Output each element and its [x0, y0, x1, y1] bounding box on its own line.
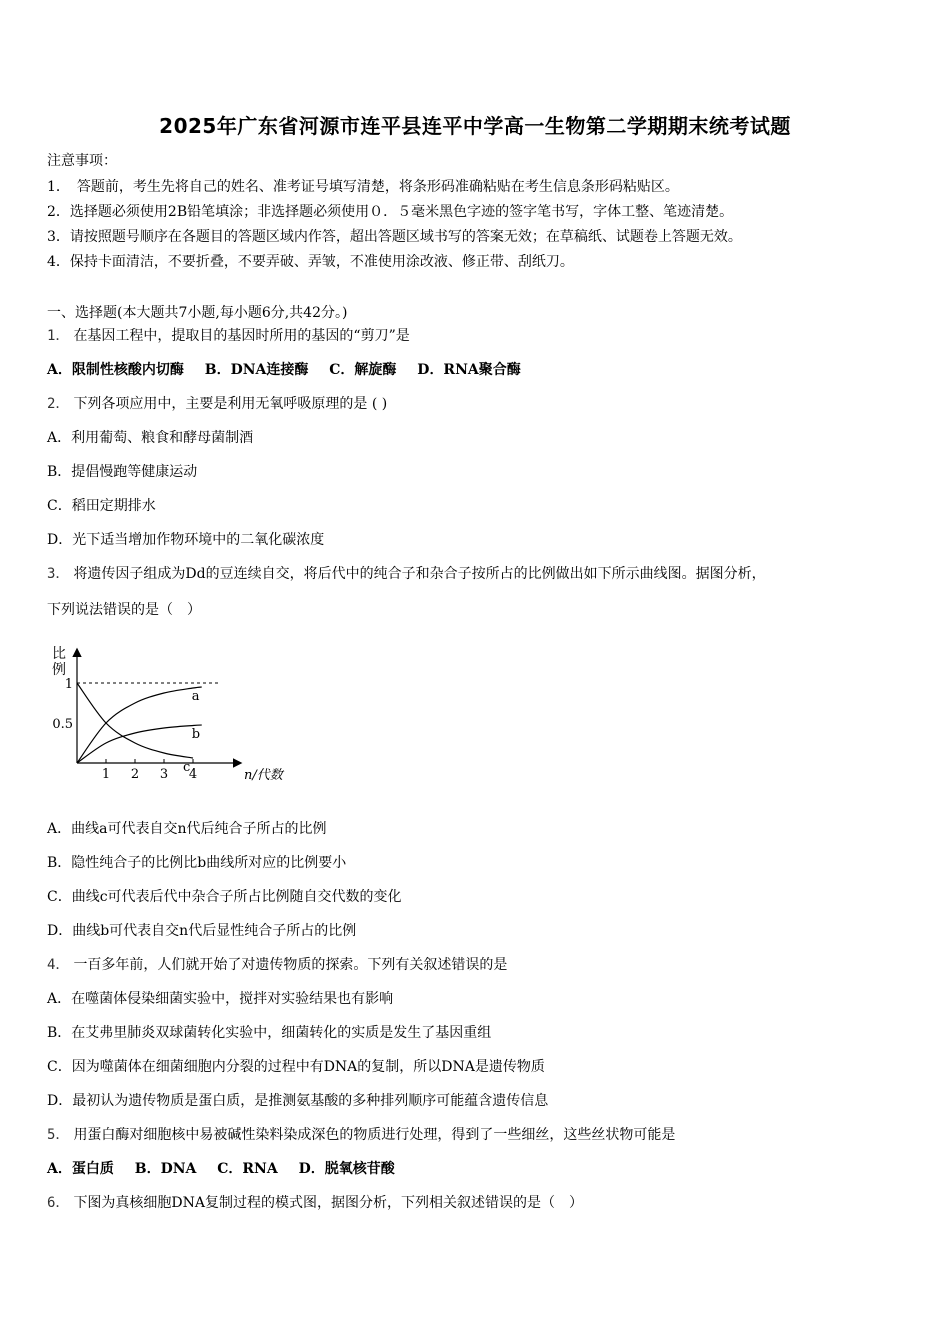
question-text: 将遗传因子组成为Dd的豆连续自交，将后代中的纯合子和杂合子按所占的比例做出如下所示曲线图。据图分析，: [73, 566, 766, 582]
question-number: 6．: [47, 1195, 70, 1211]
section-heading: 一、选择题(本大题共7小题,每小题6分,共42分。): [47, 305, 348, 321]
notice-item-1: 1． 答题前，考生先将自己的姓名、准考证号填写清楚，将条形码准确粘贴在考生信息条形码粘贴区。: [47, 179, 679, 195]
question-3-option-b[interactable]: B．隐性纯合子的比例比b曲线所对应的比例要小: [47, 855, 347, 871]
option-d[interactable]: D．RNA聚合酶: [417, 362, 521, 378]
question-text: 用蛋白酶对细胞核中易被碱性染料染成深色的物质进行处理，得到了一些细丝，这些丝状物可能是: [73, 1127, 676, 1143]
series-line-a: [77, 687, 202, 763]
series-line-c: [77, 683, 193, 758]
question-2-option-d[interactable]: D．光下适当增加作物环境中的二氧化碳浓度: [47, 532, 325, 548]
question-number: 3．: [47, 566, 70, 582]
question-5-stem: [47, 1125, 675, 1145]
question-3-stem-line-2: 下列说法错误的是（ ）: [47, 602, 201, 618]
x-tick-label: 1: [101, 767, 111, 782]
y-axis-label-char-1: 比: [52, 646, 66, 662]
series-label-c: c: [183, 760, 191, 775]
question-1-stem: [47, 326, 410, 346]
notice-item-3: 3．请按照题号顺序在各题目的答题区域内作答，超出答题区域书写的答案无效；在草稿纸、试题卷上答题无效。: [47, 229, 742, 245]
question-number: 5．: [47, 1127, 70, 1143]
question-text: 一百多年前，人们就开始了对遗传物质的探索。下列有关叙述错误的是: [73, 957, 508, 973]
question-2-option-b[interactable]: B．提倡慢跑等健康运动: [47, 464, 198, 480]
question-2-option-c[interactable]: C．稻田定期排水: [47, 498, 156, 514]
series-label-a: a: [191, 689, 200, 704]
question-2-option-a[interactable]: A．利用葡萄、粮食和酵母菌制酒: [47, 430, 254, 446]
question-4-option-d[interactable]: D．最初认为遗传物质是蛋白质，是推测氨基酸的多种排列顺序可能蕴含遗传信息: [47, 1093, 549, 1109]
notice-item-2: 2．选择题必须使用2B铅笔填涂；非选择题必须使用０．５毫米黑色字迹的签字笔书写，字体工整、笔迹清楚。: [47, 204, 734, 220]
y-tick-label: 0.5: [52, 717, 73, 732]
question-text: 下图为真核细胞DNA复制过程的模式图，据图分析，下列相关叙述错误的是（ ）: [73, 1195, 584, 1211]
question-4-stem: [47, 955, 507, 975]
option-c[interactable]: C．解旋酶: [329, 362, 397, 378]
x-tick-label: 2: [130, 767, 140, 782]
question-4-option-b[interactable]: B．在艾弗里肺炎双球菌转化实验中，细菌转化的实质是发生了基因重组: [47, 1025, 492, 1041]
question-text: 在基因工程中，提取目的基因时所用的基因的“剪刀”是: [73, 328, 410, 344]
page-title: 2025年广东省河源市连平县连平中学高一生物第二学期期末统考试题: [159, 114, 791, 138]
question-4-option-c[interactable]: C．因为噬菌体在细菌细胞内分裂的过程中有DNA的复制，所以DNA是遗传物质: [47, 1059, 545, 1075]
question-5-options: [47, 1159, 395, 1179]
y-axis-label: [52, 646, 70, 678]
x-tick-label: 4: [188, 767, 198, 782]
notice-item-4: 4．保持卡面清洁，不要折叠，不要弄破、弄皱，不准使用涂改液、修正带、刮纸刀。: [47, 254, 574, 270]
question-2-stem: [47, 394, 387, 414]
question-number: 2．: [47, 396, 70, 412]
option-b[interactable]: B．DNA连接酶: [204, 362, 309, 378]
option-a[interactable]: A．蛋白质: [47, 1161, 114, 1177]
question-4-option-a[interactable]: A．在噬菌体侵染细菌实验中，搅拌对实验结果也有影响: [47, 991, 394, 1007]
question-number: 4．: [47, 957, 70, 973]
y-tick-label: 1: [64, 677, 73, 692]
option-c[interactable]: C．RNA: [217, 1161, 278, 1177]
x-axis-label: n/代数: [244, 768, 283, 783]
question-3-option-c[interactable]: C．曲线c可代表后代中杂合子所占比例随自交代数的变化: [47, 889, 402, 905]
question-3-option-a[interactable]: A．曲线a可代表自交n代后纯合子所占的比例: [47, 821, 327, 837]
question-3-stem-line-1: [47, 564, 766, 584]
notice-heading: 注意事项：: [47, 153, 117, 169]
ratio-chart: [44, 642, 283, 787]
question-number: 1．: [47, 328, 70, 344]
option-a[interactable]: A．限制性核酸内切酶: [47, 362, 184, 378]
option-d[interactable]: D．脱氧核苷酸: [298, 1161, 395, 1177]
option-b[interactable]: B．DNA: [134, 1161, 197, 1177]
series-line-b: [77, 725, 202, 763]
x-tick-label: 3: [159, 767, 169, 782]
question-6-stem: [47, 1193, 583, 1213]
series-label-b: b: [191, 727, 201, 742]
question-3-option-d[interactable]: D．曲线b可代表自交n代后显性纯合子所占的比例: [47, 923, 357, 939]
y-axis-label-char-2: 例: [52, 662, 66, 678]
question-text: 下列各项应用中，主要是利用无氧呼吸原理的是 ( ): [73, 396, 388, 412]
question-1-options: [47, 360, 521, 380]
